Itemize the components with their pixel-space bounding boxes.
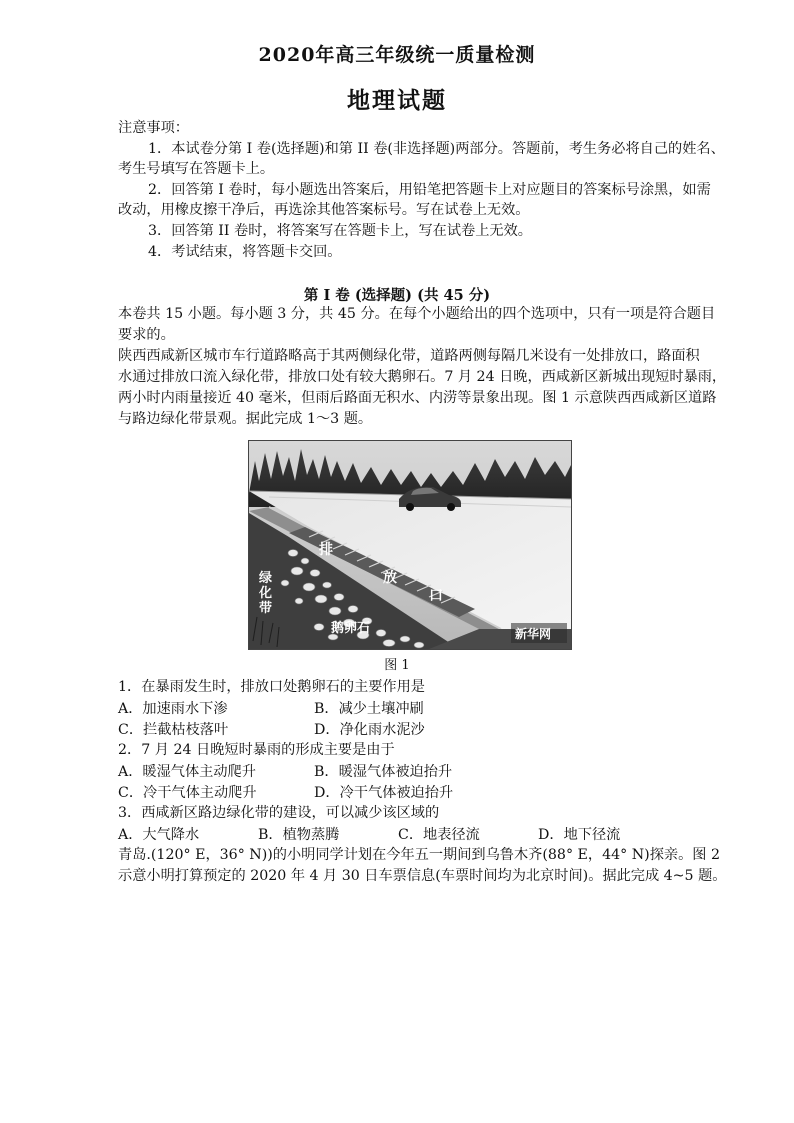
question-3-option-b: B．植物蒸腾: [258, 827, 340, 843]
notes-line: 4．考试结束，将答题卡交回。: [148, 244, 342, 260]
section-intro-line: 要求的。: [118, 327, 175, 343]
figure-1-photo: [248, 440, 572, 650]
notes-line: 1．本试卷分第 I 卷(选择题)和第 II 卷(非选择题)两部分。答题前，考生务必将自己的姓名、: [148, 141, 725, 157]
passage-2-line: 青岛.(120° E，36° N))的小明同学计划在今年五一期间到乌鲁木齐(88° E，44° N)探亲。图 2: [118, 847, 720, 863]
question-2-option-a: A．暖湿气体主动爬升: [118, 764, 256, 780]
passage-line: 两小时内雨量接近 40 毫米，但雨后路面无积水、内涝等景象出现。图 1 示意陕西西咸新区道路: [118, 390, 717, 406]
road-scene-illustration: [249, 441, 571, 649]
passage-line: 陕西西咸新区城市车行道路略高于其两侧绿化带，道路两侧每隔几米设有一处排放口，路面积: [118, 348, 700, 364]
question-3-stem: 3．西咸新区路边绿化带的建设，可以减少该区域的: [118, 805, 440, 821]
figure-label-greenbelt: 绿化带: [259, 571, 273, 616]
notes-line: 改动，用橡皮擦干净后，再选涂其他答案标号。写在试卷上无效。: [118, 202, 530, 218]
question-1-stem: 1．在暴雨发生时，排放口处鹅卵石的主要作用是: [118, 679, 425, 695]
passage-line: 水通过排放口流入绿化带，排放口处有较大鹅卵石。7 月 24 日晚，西咸新区新城出现短时暴雨，: [118, 369, 727, 385]
question-3-option-c: C．地表径流: [398, 827, 480, 843]
question-1-option-b: B．减少土壤冲刷: [314, 701, 424, 717]
figure-label-pebbles: 鹅卵石: [331, 621, 371, 636]
question-1-option-c: C．拦截枯枝落叶: [118, 722, 229, 738]
question-2-option-d: D．冷干气体被迫抬升: [314, 785, 454, 801]
notes-line: 考生号填写在答题卡上。: [118, 161, 275, 177]
subject-title: 地理试题: [347, 87, 447, 114]
figure-label-pai: 排: [319, 542, 333, 558]
figure-1-caption: 图 1: [384, 658, 410, 673]
question-2-option-c: C．冷干气体主动爬升: [118, 785, 257, 801]
notes-line: 2．回答第 I 卷时，每小题选出答案后，用铅笔把答题卡上对应题目的答案标号涂黑，如需: [148, 182, 711, 198]
section-intro-line: 本卷共 15 小题。每小题 3 分，共 45 分。在每个小题给出的四个选项中，只有一项是符合题目: [118, 306, 716, 322]
passage-line: 与路边绿化带景观。据此完成 1～3 题。: [118, 411, 373, 427]
section-title: 第 I 卷 (选择题) (共 45 分): [303, 287, 491, 304]
figure-watermark: 新华网: [515, 627, 552, 641]
exam-title: 2020年高三年级统一质量检测: [258, 44, 536, 66]
notes-line: 3．回答第 II 卷时，将答案写在答题卡上，写在试卷上无效。: [148, 223, 532, 239]
figure-label-fang: 放: [383, 570, 397, 586]
question-1-option-a: A．加速雨水下渗: [118, 701, 228, 717]
question-3-option-d: D．地下径流: [538, 827, 621, 843]
passage-2-line: 示意小明打算预定的 2020 年 4 月 30 日车票信息(车票时间均为北京时间)。据此完成 4~5 题。: [118, 868, 727, 884]
question-2-stem: 2．7 月 24 日晚短时暴雨的形成主要是由于: [118, 742, 395, 758]
notes-label: 注意事项：: [118, 120, 189, 136]
question-3-option-a: A．大气降水: [118, 827, 200, 843]
question-1-option-d: D．净化雨水泥沙: [314, 722, 425, 738]
figure-label-kou: 口: [429, 588, 443, 604]
question-2-option-b: B．暖湿气体被迫抬升: [314, 764, 453, 780]
